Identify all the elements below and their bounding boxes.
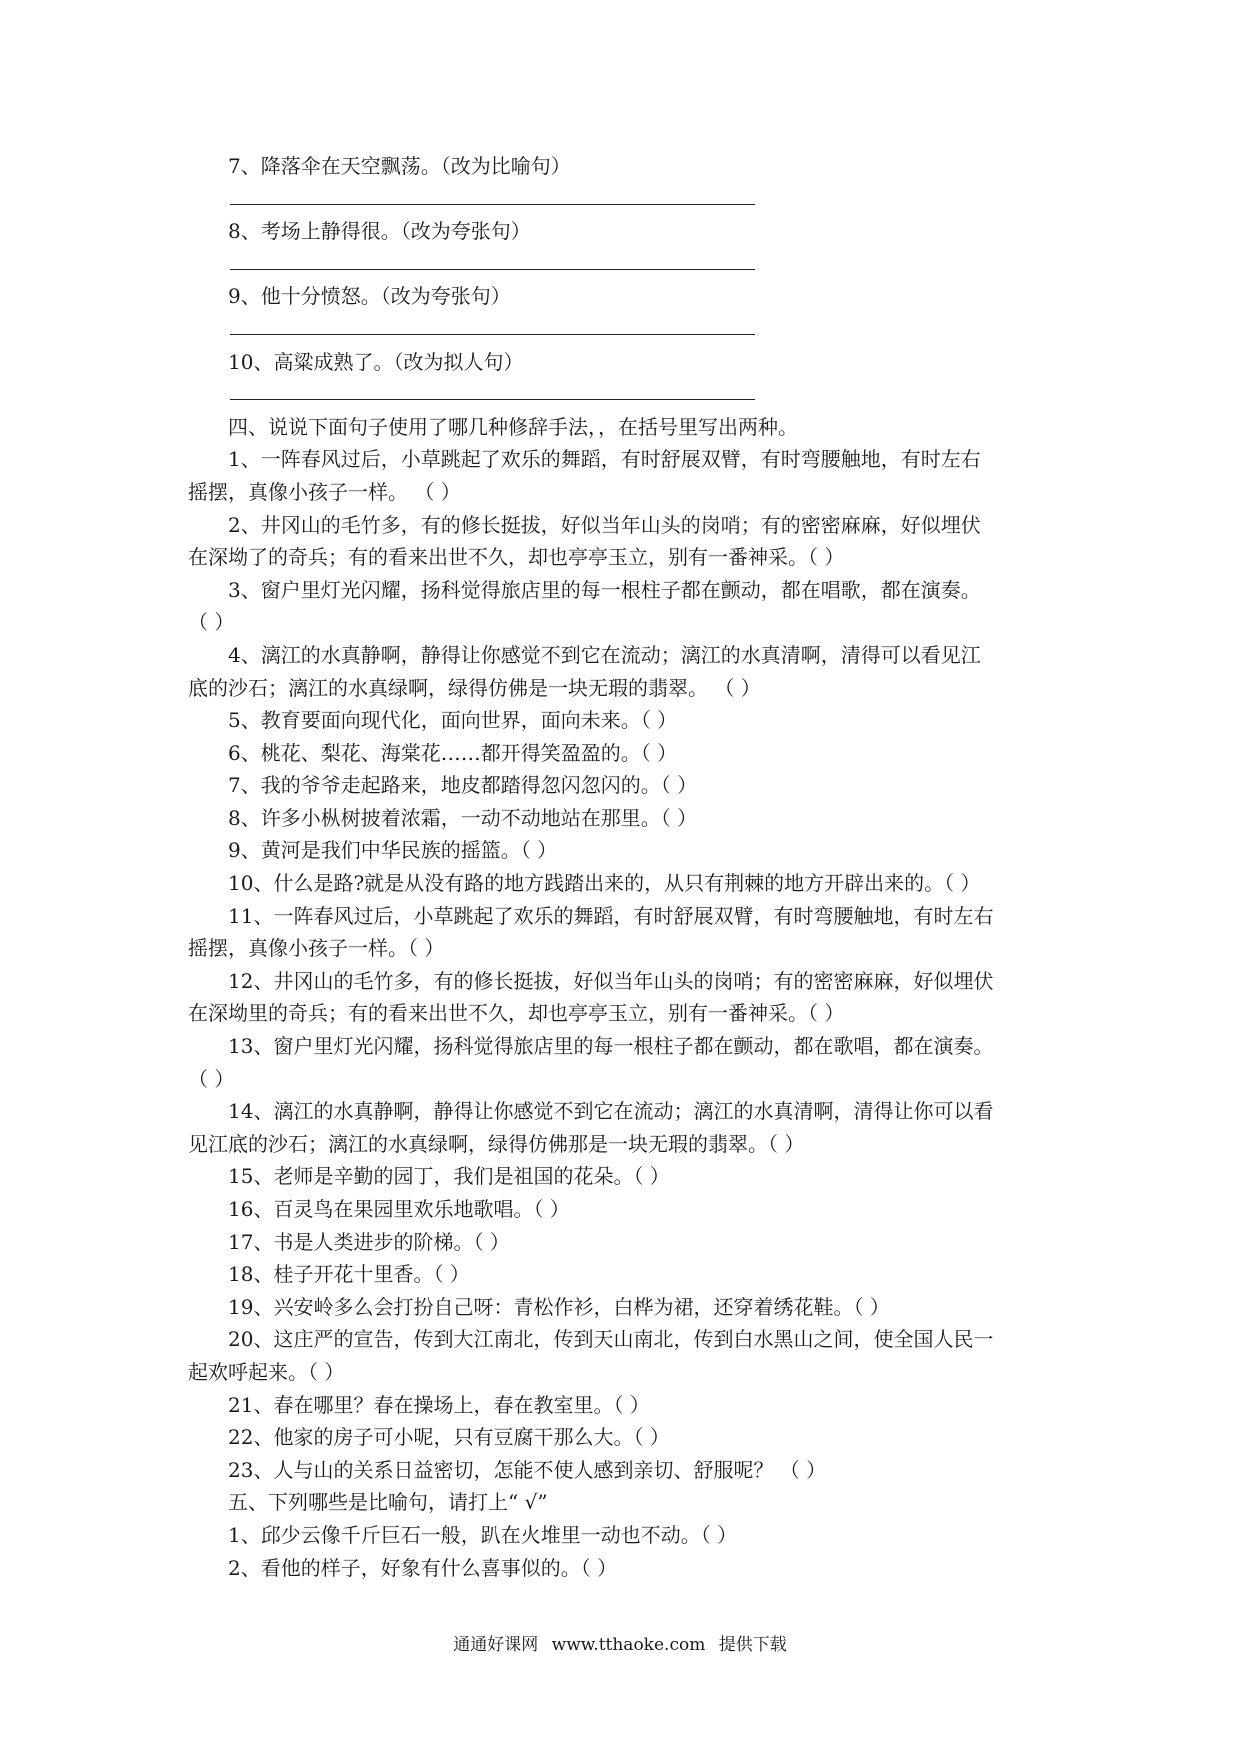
question-line: （ ） (188, 610, 235, 635)
section-heading: 五、下列哪些是比喻句，请打上“ √” (228, 1490, 548, 1515)
question-line: 4、漓江的水真静啊，静得让你感觉不到它在流动；漓江的水真清啊，清得可以看见江 (228, 642, 981, 667)
question-line: 23、人与山的关系日益密切，怎能不使人感到亲切、舒服呢？ （ ） (228, 1457, 827, 1482)
question-line: 13、窗户里灯光闪耀，扬科觉得旅店里的每一根柱子都在颤动，都在歌唱，都在演奏。 (228, 1034, 994, 1059)
question-line: 20、这庄严的宣告，传到大江南北，传到天山南北，传到白水黑山之间，使全国人民一 (228, 1327, 994, 1352)
question-line: 19、兴安岭多么会打扮自己呀：青松作衫，白桦为裙，还穿着绣花鞋。（ ） (228, 1294, 890, 1319)
question-line: 10、什么是路?就是从没有路的地方践踏出来的，从只有荆棘的地方开辟出来的。（ ） (228, 871, 981, 896)
answer-line (188, 378, 1058, 411)
question-line: 8、许多小枞树披着浓霜，一动不动地站在那里。（ ） (228, 805, 698, 830)
question-line: 摇摆，真像小孩子一样。（ ） (188, 936, 445, 961)
question-line: 2、看他的样子，好象有什么喜事似的。（ ） (228, 1555, 618, 1580)
question-line: 18、桂子开花十里香。（ ） (228, 1262, 470, 1287)
question-line: 3、窗户里灯光闪耀，扬科觉得旅店里的每一根柱子都在颤动，都在唱歌，都在演奏。 (228, 577, 981, 602)
footer-site-name: 通通好课网 (453, 1635, 539, 1655)
question-line: 9、黄河是我们中华民族的摇篮。（ ） (228, 838, 558, 863)
question-line: 6、桃花、梨花、海棠花……都开得笑盈盈的。（ ） (228, 740, 678, 765)
page-footer (0, 1630, 1240, 1655)
question-line: 见江底的沙石；漓江的水真绿啊，绿得仿佛那是一块无瑕的翡翠。（ ） (188, 1131, 805, 1156)
question-line: 1、邱少云像千斤巨石一般，趴在火堆里一动也不动。（ ） (228, 1522, 738, 1547)
question-line: 17、书是人类进步的阶梯。（ ） (228, 1229, 510, 1254)
rewrite-item: 8、考场上静得很。（改为夸张句） (228, 219, 531, 244)
footer-note: 提供下载 (718, 1635, 787, 1655)
question-line: 在深坳了的奇兵；有的看来出世不久，却也亭亭玉立，别有一番神采。（ ） (188, 545, 845, 570)
question-line: （ ） (188, 1066, 235, 1091)
rewrite-item: 7、降落伞在天空飘荡。（改为比喻句） (228, 154, 571, 178)
question-line: 22、他家的房子可小呢，只有豆腐干那么大。（ ） (228, 1425, 670, 1450)
answer-line (188, 313, 1058, 346)
rewrite-item: 9、他十分愤怒。（改为夸张句） (228, 284, 511, 309)
question-line: 在深坳里的奇兵；有的看来出世不久，却也亭亭玉立，别有一番神采。（ ） (188, 1001, 845, 1026)
question-line: 14、漓江的水真静啊，静得让你感觉不到它在流动；漓江的水真清啊，清得让你可以看 (228, 1099, 994, 1124)
footer-url[interactable]: www.tthaoke.com (551, 1635, 706, 1655)
section-heading: 四、说说下面句子使用了哪几种修辞手法，，在括号里写出两种。 (228, 414, 798, 439)
question-line: 21、春在哪里？春在操场上，春在教室里。（ ） (228, 1392, 650, 1417)
answer-line (188, 248, 1058, 281)
question-line: 2、井冈山的毛竹多，有的修长挺拔，好似当年山头的岗哨；有的密密麻麻，好似埋伏 (228, 512, 981, 537)
worksheet-content (188, 150, 1058, 1584)
question-line: 12、井冈山的毛竹多，有的修长挺拔，好似当年山头的岗哨；有的密密麻麻，好似埋伏 (228, 968, 994, 993)
question-line: 1、一阵春风过后，小草跳起了欢乐的舞蹈，有时舒展双臂，有时弯腰触地，有时左右 (228, 447, 981, 472)
rewrite-item: 10、高粱成熟了。（改为拟人句） (228, 349, 524, 374)
question-line: 16、百灵鸟在果园里欢乐地歌唱。（ ） (228, 1197, 570, 1221)
answer-line (188, 183, 1058, 216)
question-line: 起欢呼起来。（ ） (188, 1359, 345, 1384)
question-line: 7、我的爷爷走起路来，地皮都踏得忽闪忽闪的。（ ） (228, 773, 698, 798)
question-line: 5、教育要面向现代化，面向世界，面向未来。（ ） (228, 708, 678, 733)
question-line: 底的沙石；漓江的水真绿啊，绿得仿佛是一块无瑕的翡翠。 （ ） (188, 675, 761, 700)
question-line: 11、一阵春风过后，小草跳起了欢乐的舞蹈，有时舒展双臂，有时弯腰触地，有时左右 (228, 903, 994, 928)
question-line: 15、老师是辛勤的园丁，我们是祖国的花朵。（ ） (228, 1164, 670, 1189)
question-line: 摇摆，真像小孩子一样。 （ ） (188, 479, 461, 504)
